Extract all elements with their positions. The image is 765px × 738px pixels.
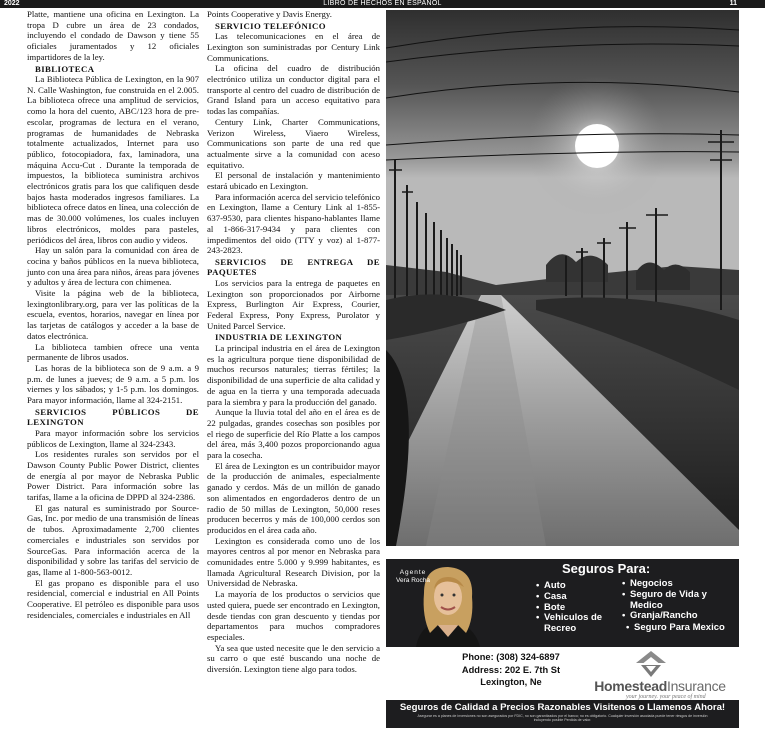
- list-item: • Casa: [536, 592, 616, 603]
- list-item: • Seguro de Vida y Medico: [622, 590, 740, 612]
- paragraph: Los residentes rurales son servidos por el Dawson County Public Power District, clientes de energía al por mayor de Nebraska Public Power District. Para información sobre las tarifas, llame a la oficina de DPPD al 324-2386.: [27, 449, 199, 503]
- article-column-2: [207, 9, 380, 675]
- paragraph: La biblioteca tambien ofrece una venta permanente de libros usados.: [27, 341, 199, 363]
- address-line-2: Lexington, Ne: [480, 677, 542, 687]
- address-line-1: Address: 202 E. 7th St: [461, 664, 561, 675]
- paragraph: La Biblioteca Pública de Lexington, en la 907 N. Calle Washington, fue construida en el 2.005. La biblioteca ofrece una amplitud de servicios, como la hora del cuento, ABC/123 hora de pre-escolar, programas de lectura en el verano, programas de humanidades de Nebraska totalmente actualizados, Internet para uso público, fotocopiadora, fax, laminadora, una máquina Accu-Cut . Durante la temporada de impuestos, la biblioteca suministra archivos electrónicos gratis para los que califiquen desde bajos hasta moderados ingresos familiares. La biblioteca ofrece datos en línea, una colección de mas de 30.000 volúmenes, los cuales incluyen libros electrónicos, moldes para pasteles, periódicos del área, libros con audio y videos.: [27, 74, 200, 245]
- paragraph: Visite la página web de la biblioteca, lexingtonlibrary.org, para ver las políticas de la escuela, eventos, horarios, navegar en línea por las tarjetas de catálogos y acceder a la base de datos electrónica.: [27, 288, 199, 341]
- paragraph: Las horas de la biblioteca son de 9 a.m. a 9 p.m. de lunes a jueves; de 9 a.m. a 5 p.m. los viernes y los sábados; y 1-5 p.m. los domingos. Para mayor información, llame al 324-2151.: [27, 363, 199, 406]
- header-title: LIBRO DE HECHOS EN ESPAÑOL: [323, 0, 442, 7]
- logo-tagline: your journey. your peace of mind: [626, 694, 706, 700]
- coverage-list-c: [626, 623, 736, 634]
- list-item: • Bote: [536, 603, 616, 614]
- road-landscape-photo: [386, 10, 739, 546]
- section-heading-telefonico: SERVICIO TELEFÓNICO: [215, 20, 326, 31]
- paragraph: El área de Lexington es un contribuidor mayor de la producción de animales, especialmente ganado y cerdos. Más de un millón de ganado son alimentados en engordaderos dentro de un radio de 50 millas de Lexington, 50,000 reses producen becerros y más de 100,000 cerdos son producidos en el área cada año.: [207, 460, 380, 535]
- agent-role: Agente: [399, 569, 427, 576]
- list-item: • Auto: [536, 581, 616, 592]
- coverage-list-a: [536, 581, 616, 635]
- page-header: [0, 0, 765, 8]
- agent-name: Vera Rocha: [396, 576, 430, 584]
- agent-label: [392, 569, 434, 584]
- section-heading-biblioteca: BIBLIOTECA: [35, 63, 95, 74]
- logo-wordmark: [586, 678, 734, 694]
- logo-word-light: Insurance: [666, 678, 726, 694]
- list-item: • Granja/Rancho: [622, 611, 740, 622]
- homestead-logo-icon: [636, 651, 666, 677]
- paragraph: El gas natural es suministrado por Source-Gas, Inc. por medio de una transmisión de líneas de tubos. Aproximadamente 2,700 clientes comerciales e industriales son servidos por SourceGas. Para información acerca de la disponibilidad y sobre las tarifas del servicio de gas, llame al 1-800-563-0012.: [27, 502, 199, 577]
- list-item: • Seguro Para Mexico: [626, 623, 736, 634]
- ad-footer: [386, 700, 739, 728]
- paragraph: Platte, mantiene una oficina en Lexington. La tropa D cubre un área de 23 condados, incluyendo el condado de Dawson y tiene 55 oficiales juramentados y 12 oficiales impartidores de la ley.: [27, 9, 199, 62]
- phone-number: Phone: (308) 324-6897: [462, 652, 560, 662]
- paragraph: El personal de instalación y mantenimiento estará ubicado en Lexington.: [207, 170, 380, 192]
- paragraph: Aunque la lluvia total del año en el área es de 22 pulgadas, grandes cosechas son posibles por el riego de superficie del Río Platte a los campos del área, más 3,400 pozos proporcionando agua para la cosecha.: [207, 407, 380, 461]
- logo-word-bold: Homestead: [594, 678, 667, 694]
- paragraph: Lexington es considerada como uno de los mayores centros al por menor en Nebraska para comunidades entre 5.000 y 9.999 habitantes, es llamada Agricultural Research Division, por la Universidad de Nebraska.: [207, 535, 380, 589]
- list-item: • Vehiculos de Recreo: [536, 613, 616, 635]
- paragraph: Los servicios para la entrega de paquetes en Lexington son proporcionados por Airborne Express, Burlington Air Express, Courier, Federal Express, Pony Express, Purolator y United Parcel Service.: [207, 277, 380, 331]
- paragraph: Ya sea que usted necesite que le den servicio a su carro o que esté buscando una noche de diversión. Lexington tiene algo para todos.: [207, 642, 380, 675]
- section-heading-servicios-publicos: SERVICIOS PÚBLICOS DE LEXINGTON: [27, 406, 199, 428]
- coverage-list-b: [622, 579, 740, 622]
- ad-tagline: Seguros de Calidad a Precios Razonables Visitenos o Llamenos Ahora!: [399, 702, 726, 713]
- paragraph: Para información acerca del servicio telefónico en Lexington, llame a Century Link al 1-855-637-9530, para clientes hispano-hablantes llame al 1-866-317-9434 y para clientes con impedimentos del oido (TTY y voz) al 1-877-243-2823.: [207, 191, 380, 256]
- header-year: 2022: [4, 0, 20, 7]
- section-heading-paquetes: SERVICIOS DE ENTREGA DE PAQUETES: [207, 256, 380, 278]
- header-page-number: 11: [729, 0, 737, 7]
- paragraph: Para mayor información sobre los servicios públicos de Lexington, llame al 324-2343.: [27, 427, 199, 449]
- paragraph: Hay un salón para la comunidad con área de cocina y baños públicos en la nueva biblioteca, junto con una área para niños, áreas para jóvenes y adultos y área de lectura con chimenea.: [27, 245, 199, 288]
- moon-icon: [575, 124, 619, 168]
- paragraph: El gas propano es disponible para el uso residencial, comercial e industrial en All Points Cooperative. El petróleo es disponible para usos residenciales, comerciales e industriales en All: [27, 577, 199, 620]
- ad-banner: [386, 559, 739, 647]
- list-item: • Negocios: [622, 579, 740, 590]
- ad-fine-print: Asegurar es a planes de inversiones no son asegurados por FDIC, no son garantizados por el banco; no es obligatorio. Cualquier inversión asociada puede tener riesgos de inversión incluyendo posible Perdida de valor.: [417, 714, 708, 723]
- road-landscape-illustration: [386, 10, 739, 546]
- ad-heading: Seguros Para:: [562, 561, 651, 576]
- section-heading-industria: INDUSTRIA DE LEXINGTON: [215, 332, 343, 343]
- paragraph: Points Cooperative y Davis Energy.: [207, 9, 332, 19]
- paragraph: Century Link, Charter Communications, Verizon Wireless, Viaero Wireless, Communications son parte de una red que actualmente sirve a la comunidad con aceso equitativo.: [207, 116, 380, 170]
- homestead-logo: [586, 651, 734, 701]
- paragraph: La principal industria en el área de Lexington es la agricultura porque tiene disponibilidad de muchos recursos naturales; tierras fértiles; la disponibilidad de una superficie de alta calidad y de agua en la tierra y una temporada adecuada para la siembra y para la producción del ganado.: [207, 342, 380, 407]
- insurance-advertisement: [386, 559, 739, 731]
- contact-block: [446, 651, 576, 689]
- article-column-1: [27, 9, 199, 620]
- paragraph: La oficina del cuadro de distribución electrónico utiliza un conductor digital para el transporte al centro del cuadro de distribución de Grand Island para un acceso equitativo para todas las compañías.: [207, 63, 380, 117]
- paragraph: La mayoría de los productos o servicios que usted quiera, puede ser encontrado en Lexington, desde tiendas con gran descuento y tiendas por departamentos para muchos compradores especiales.: [207, 589, 380, 642]
- paragraph: Las telecomunicaciones en el área de Lexington son suministradas por Century Link Communications.: [207, 31, 380, 63]
